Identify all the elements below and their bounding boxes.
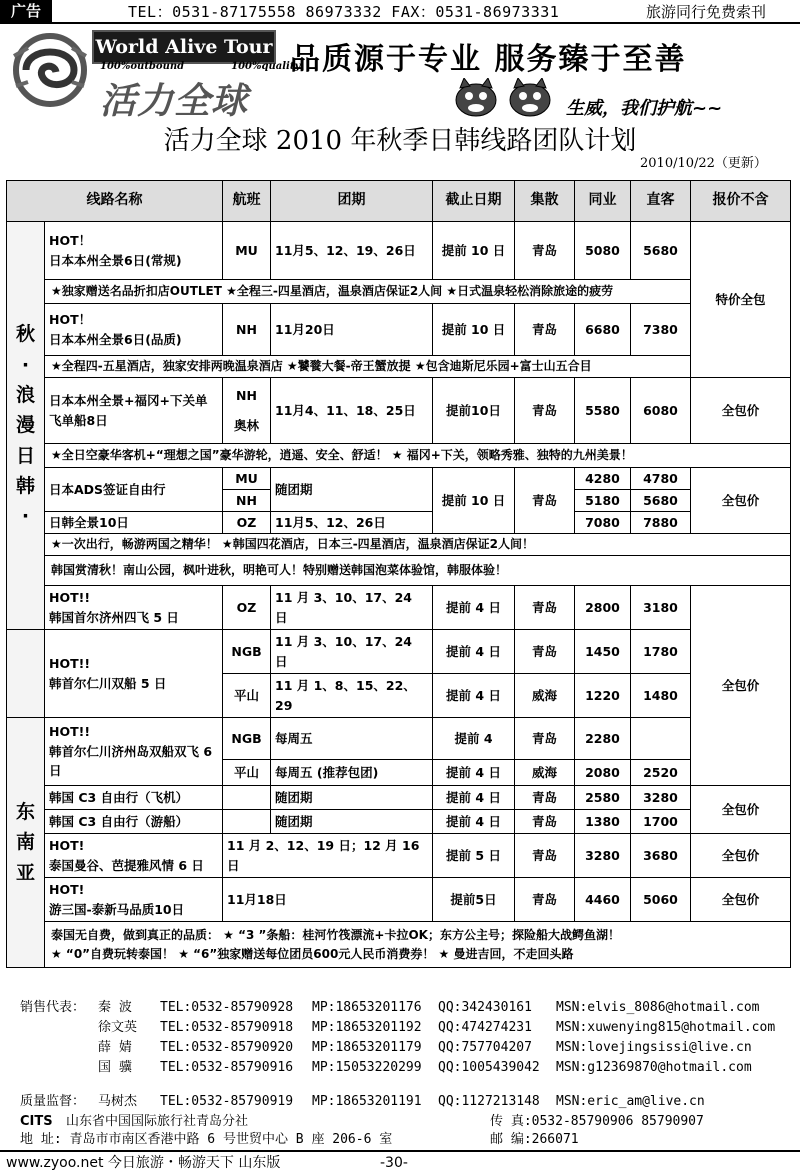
bottom-bar [0, 1150, 800, 1174]
hot-label: HOT！ [49, 312, 92, 328]
region-char: 南 [15, 831, 35, 854]
direct-price: 1780 [631, 630, 691, 674]
header-trade: 同业 [575, 181, 631, 222]
route-name: 韩国 C3 自由行（飞机） [45, 786, 223, 810]
region-char: 韩 [15, 475, 35, 498]
price-excludes: 全包价 [691, 378, 791, 444]
qa-msn[interactable]: MSN:eric_am@live.cn [556, 1094, 705, 1109]
price-excludes: 特价全包 [691, 222, 791, 378]
contact-name: 秦 波 [98, 1000, 132, 1015]
qa-name: 马树杰 [98, 1094, 138, 1109]
company-postcode: 邮 编:266071 [490, 1132, 579, 1147]
header-tel-fax: TEL：0531-87175558 86973332 FAX：0531-86973331 [128, 3, 560, 21]
dates: 11月4、11、18、25日 [271, 378, 433, 444]
region-char: · [21, 505, 30, 528]
sales-label: 销售代表： [20, 1000, 86, 1015]
route-title: 日本本州全景6日(常规) [49, 252, 182, 268]
contact-qq: QQ:342430161 [438, 1000, 532, 1015]
deadline: 提前 10 日 [433, 304, 515, 356]
deadline: 提前 4 日 [433, 586, 515, 630]
logo-sub-right: 100%quality [231, 61, 301, 72]
deadline: 提前 4 日 [433, 674, 515, 718]
deadline: 提前 4 日 [433, 630, 515, 674]
contact-qq: QQ:474274231 [438, 1020, 532, 1035]
dates: 11月20日 [271, 304, 433, 356]
table-row [7, 834, 791, 878]
dates: 随团期 [271, 786, 433, 810]
trade-price: 1220 [575, 674, 631, 718]
qa-mp: MP:18653201191 [312, 1094, 422, 1109]
table-row [7, 222, 791, 280]
flight: NGB [223, 718, 271, 760]
city: 青岛 [515, 586, 575, 630]
table-row [7, 586, 791, 630]
contact-tel: TEL:0532-85790928 [160, 1000, 294, 1015]
region-char: · [21, 353, 30, 376]
table-row [7, 878, 791, 922]
slogan: 品质源于专业 服务臻于至善 [290, 42, 687, 77]
hot-label: HOT!! [49, 590, 91, 606]
table-row [7, 468, 791, 490]
route-name [45, 878, 223, 922]
qa-qq: QQ:1127213148 [438, 1094, 540, 1109]
dates: 每周五 [271, 718, 433, 760]
flight: NGB [223, 630, 271, 674]
trade-price: 4460 [575, 878, 631, 922]
note [45, 922, 791, 968]
dates: 随团期 [271, 810, 433, 834]
note-line: 泰国无自费，做到真正的品质： ★ “3 ”条船：桂河竹筏漂流+卡拉OK；东方公主号；探险船大战鳄鱼湖！ [51, 927, 620, 942]
deadline: 提前5日 [433, 878, 515, 922]
city: 青岛 [515, 718, 575, 760]
qa-label: 质量监督： [20, 1094, 86, 1109]
direct-price: 4780 [631, 468, 691, 490]
trade-price: 1380 [575, 810, 631, 834]
company-fax: 传 真:0532-85790906 85790907 [490, 1114, 704, 1129]
header-deadline: 截止日期 [433, 181, 515, 222]
city: 威海 [515, 674, 575, 718]
city: 青岛 [515, 468, 575, 534]
deadline: 提前 4 日 [433, 810, 515, 834]
dates: 11月18日 [223, 878, 433, 922]
flight-a: NH [236, 388, 257, 404]
trade-price: 5180 [575, 490, 631, 512]
region-char: 东 [15, 800, 35, 823]
contact-tel: TEL:0532-85790920 [160, 1040, 294, 1055]
city: 青岛 [515, 630, 575, 674]
note: ★一次出行，畅游两国之精华！ ★韩国四花酒店，日本三-四星酒店，温泉酒店保证2人间！ [45, 534, 791, 556]
header-direct: 直客 [631, 181, 691, 222]
table-row [7, 630, 791, 674]
logo-sub-left: 100%outbound [100, 61, 185, 72]
flight [223, 810, 271, 834]
city: 青岛 [515, 810, 575, 834]
flight-b: 奥林 [233, 417, 259, 433]
note-row [7, 556, 791, 586]
hot-label: HOT！ [49, 233, 92, 249]
region-spacer [7, 630, 45, 718]
flight: MU [223, 222, 271, 280]
route-name: 日本ADS签证自由行 [45, 468, 223, 512]
direct-price [631, 718, 691, 760]
flight [223, 786, 271, 810]
dates: 11 月 3、10、17、24 日 [271, 586, 433, 630]
price-excludes: 全包价 [691, 834, 791, 878]
contact-name: 国 骥 [98, 1060, 132, 1075]
price-excludes: 全包价 [691, 878, 791, 922]
contact-name: 徐文英 [98, 1020, 138, 1035]
trade-price: 2800 [575, 586, 631, 630]
logo-wordmark: World Alive Tour [92, 30, 276, 64]
note-row [7, 534, 791, 556]
note: ★全程四-五星酒店，独家安排两晚温泉酒店 ★饕餮大餐-帝王蟹放提 ★包含迪斯尼乐园+富士山五合目 [45, 356, 691, 378]
contact-tel: TEL:0532-85790918 [160, 1020, 294, 1035]
direct-price: 3680 [631, 834, 691, 878]
direct-price: 5060 [631, 878, 691, 922]
direct-price: 3180 [631, 586, 691, 630]
note-row [7, 922, 791, 968]
table-row [7, 810, 791, 834]
logo-subtitle [100, 61, 300, 72]
trade-price: 7080 [575, 512, 631, 534]
table-row [7, 786, 791, 810]
ad-tag: 广告 [0, 0, 52, 22]
route-name [45, 718, 223, 786]
contact-qq: QQ:1005439042 [438, 1060, 540, 1075]
dates: 11 月 2、12、19 日；12 月 16 日 [223, 834, 433, 878]
route-title: 韩首尔仁川济州岛双船双飞 6 日 [49, 743, 213, 779]
cits-label: CITS [20, 1114, 53, 1129]
city: 青岛 [515, 878, 575, 922]
route-name [45, 222, 223, 280]
direct-price: 5680 [631, 222, 691, 280]
dates: 每周五 (推荐包团) [271, 760, 433, 786]
note-row [7, 356, 791, 378]
dates: 11月5、12、26日 [271, 512, 433, 534]
tour-table [6, 180, 791, 968]
site-label[interactable]: www.zyoo.net 今日旅游・畅游天下 山东版 [6, 1155, 281, 1171]
contact-mp: MP:18653201192 [312, 1020, 422, 1035]
hot-label: HOT! [49, 838, 85, 854]
contact-msn[interactable]: MSN:elvis_8086@hotmail.com [556, 1000, 760, 1015]
dates: 随团期 [271, 468, 433, 512]
direct-price: 5680 [631, 490, 691, 512]
dates: 11月5、12、19、26日 [271, 222, 433, 280]
price-excludes: 全包价 [691, 468, 791, 534]
note-row [7, 444, 791, 468]
hot-label: HOT!! [49, 656, 91, 672]
company-name: 山东省中国国际旅行社青岛分社 [66, 1114, 249, 1129]
table-header [7, 181, 791, 222]
trade-price: 1450 [575, 630, 631, 674]
logo-chinese: 活力全球 [100, 81, 249, 122]
hot-label: HOT! [49, 882, 85, 898]
contact-mp: MP:15053220299 [312, 1060, 422, 1075]
trade-price: 5580 [575, 378, 631, 444]
flight: NH [223, 304, 271, 356]
route-title: 游三国-泰新马品质10日 [49, 901, 185, 917]
note-row [7, 280, 791, 304]
header-flight: 航班 [223, 181, 271, 222]
dates: 11 月 1、8、15、22、29 [271, 674, 433, 718]
route-name [45, 586, 223, 630]
hot-label: HOT!! [49, 724, 91, 740]
city: 青岛 [515, 378, 575, 444]
update-date: 2010/10/22（更新） [640, 156, 767, 171]
contact-mp: MP:18653201179 [312, 1040, 422, 1055]
flight: 平山 [223, 760, 271, 786]
motto: 生威，我们护航~~ [566, 98, 723, 119]
deadline: 提前10日 [433, 378, 515, 444]
logo-swirl-icon [8, 26, 92, 110]
contact-msn[interactable]: MSN:xuwenying815@hotmail.com [556, 1020, 776, 1035]
direct-price: 1480 [631, 674, 691, 718]
route-name [45, 834, 223, 878]
note: 韩国赏清秋！南山公园，枫叶进秋，明艳可人！特别赠送韩国泡菜体验馆，韩服体验！ [45, 556, 791, 586]
mascot-icon [452, 78, 556, 118]
qa-tel: TEL:0532-85790919 [160, 1094, 294, 1109]
region-label-bottom [7, 718, 45, 968]
direct-price: 1700 [631, 810, 691, 834]
table-row [7, 304, 791, 356]
price-excludes: 全包价 [691, 786, 791, 834]
trade-price: 4280 [575, 468, 631, 490]
deadline: 提前 5 日 [433, 834, 515, 878]
table-row [7, 512, 791, 534]
deadline: 提前 10 日 [433, 222, 515, 280]
free-request-label: 旅游同行免费索刊 [646, 3, 767, 21]
route-name [45, 304, 223, 356]
note-line: ★ “0”自费玩转泰国！ ★ “6”独家赠送每位团员600元人民币消费券！ ★ 曼进吉回，不走回头路 [51, 946, 574, 961]
header-city: 集散 [515, 181, 575, 222]
flight: NH [223, 490, 271, 512]
company-address: 地 址: 青岛市市南区香港中路 6 号世贸中心 B 座 206-6 室 [20, 1132, 393, 1147]
dates: 11 月 3、10、17、24 日 [271, 630, 433, 674]
flight: 平山 [223, 674, 271, 718]
city: 青岛 [515, 222, 575, 280]
deadline: 提前 4 日 [433, 786, 515, 810]
note: ★独家赠送名品折扣店OUTLET ★全程三-四星酒店，温泉酒店保证2人间 ★日式温泉轻松消除旅途的疲劳 [45, 280, 691, 304]
city: 威海 [515, 760, 575, 786]
deadline: 提前 4 [433, 718, 515, 760]
price-excludes: 全包价 [691, 586, 791, 786]
route-title: 日本本州全景6日(品质) [49, 331, 182, 347]
route-name: 日韩全景10日 [45, 512, 223, 534]
contact-mp: MP:18653201176 [312, 1000, 422, 1015]
city: 青岛 [515, 304, 575, 356]
region-char: 日 [15, 444, 35, 467]
trade-price: 5080 [575, 222, 631, 280]
region-char: 亚 [15, 861, 35, 884]
flight [223, 378, 271, 444]
trade-price: 2580 [575, 786, 631, 810]
flight: MU [223, 468, 271, 490]
page-number: -30- [380, 1155, 408, 1171]
plan-title: 活力全球 2010 年秋季日韩线路团队计划 [163, 126, 637, 156]
route-name: 韩国 C3 自由行（游船） [45, 810, 223, 834]
contact-qq: QQ:757704207 [438, 1040, 532, 1055]
contact-msn[interactable]: MSN:lovejingsissi@live.cn [556, 1040, 752, 1055]
direct-price: 3280 [631, 786, 691, 810]
route-title: 韩国首尔济州四飞 5 日 [49, 609, 179, 625]
deadline: 提前 10 日 [433, 468, 515, 534]
contact-name: 薛 婧 [98, 1040, 132, 1055]
city: 青岛 [515, 786, 575, 810]
table-row [7, 378, 791, 444]
direct-price: 7880 [631, 512, 691, 534]
route-title: 泰国曼谷、芭提雅风情 6 日 [49, 857, 204, 873]
direct-price: 2520 [631, 760, 691, 786]
route-title: 韩首尔仁川双船 5 日 [49, 675, 167, 691]
city: 青岛 [515, 834, 575, 878]
region-label-top [7, 222, 45, 630]
table-row [7, 718, 791, 760]
contact-tel: TEL:0532-85790916 [160, 1060, 294, 1075]
contact-msn[interactable]: MSN:g12369870@hotmail.com [556, 1060, 752, 1075]
header-dates: 团期 [271, 181, 433, 222]
trade-price: 3280 [575, 834, 631, 878]
flight: OZ [223, 586, 271, 630]
header-excludes: 报价不含 [691, 181, 791, 222]
region-char: 浪 [15, 383, 35, 406]
direct-price: 6080 [631, 378, 691, 444]
trade-price: 2080 [575, 760, 631, 786]
trade-price: 6680 [575, 304, 631, 356]
note: ★全日空豪华客机+“理想之国”豪华游轮，逍遥、安全、舒适！ ★ 福冈+下关，领略秀雅、独特的九州美景！ [45, 444, 791, 468]
flight: OZ [223, 512, 271, 534]
route-name [45, 630, 223, 718]
region-char: 秋 [15, 323, 35, 346]
header-route: 线路名称 [7, 181, 223, 222]
region-char: 漫 [15, 414, 35, 437]
deadline: 提前 4 日 [433, 760, 515, 786]
trade-price: 2280 [575, 718, 631, 760]
direct-price: 7380 [631, 304, 691, 356]
route-name: 日本本州全景+福冈+下关单飞单船8日 [45, 378, 223, 444]
